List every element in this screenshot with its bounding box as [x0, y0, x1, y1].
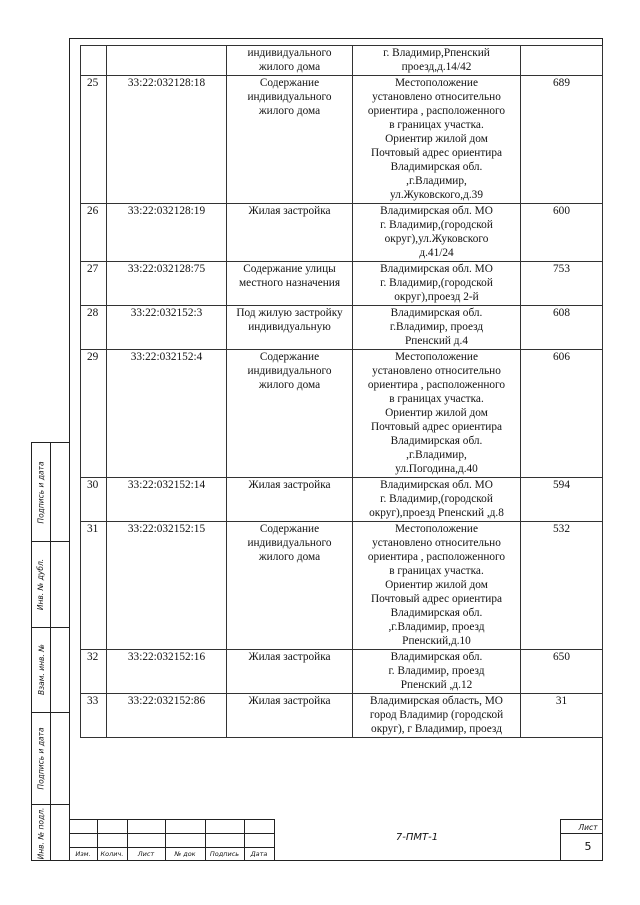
location-address: Местоположение установлено относительно ориентира , расположенного в границах участка. Ориентир жилой дом Почтовый адрес ориентира Владимирская обл. ,г.Владимир, проезд Рпенский,д.10 [353, 522, 521, 650]
location-address: Местоположение установлено относительно ориентира , расположенного в границах участка. Ориентир жилой дом Почтовый адрес ориентира Владимирская обл. ,г.Владимир, ул.Жуковского,д.39 [353, 76, 521, 204]
cadastral-number [107, 46, 227, 76]
area: 753 [521, 262, 603, 306]
cadastral-number: 33:22:032128:75 [107, 262, 227, 306]
row-number: 28 [81, 306, 107, 350]
title-block [69, 819, 603, 861]
location-address: Владимирская обл. г.Владимир, проезд Рпенский д.4 [353, 306, 521, 350]
row-number: 33 [81, 694, 107, 738]
location-address: Владимирская обл. МО г. Владимир,(городской округ),проезд 2-й [353, 262, 521, 306]
permitted-use: Жилая застройка [227, 694, 353, 738]
permitted-use: Жилая застройка [227, 204, 353, 262]
location-address: Местоположение установлено относительно ориентира , расположенного в границах участка. Ориентир жилой дом Почтовый адрес ориентира Владимирская обл. ,г.Владимир, ул.Погодина,д.40 [353, 350, 521, 478]
area: 606 [521, 350, 603, 478]
area: 689 [521, 76, 603, 204]
cadastral-number: 33:22:032128:18 [107, 76, 227, 204]
area: 31 [521, 694, 603, 738]
table-row [81, 350, 603, 478]
sheet-number: 5 [584, 840, 592, 853]
table-row [81, 694, 603, 738]
location-address: Владимирская область, МО город Владимир (городской округ), г Владимир, проезд [353, 694, 521, 738]
permitted-use: Жилая застройка [227, 650, 353, 694]
row-number: 27 [81, 262, 107, 306]
cadastral-number: 33:22:032128:19 [107, 204, 227, 262]
cadastral-number: 33:22:032152:4 [107, 350, 227, 478]
area: 600 [521, 204, 603, 262]
stamp-column-label: Дата [250, 850, 268, 858]
signature-date-label-2: Подпись и дата [36, 726, 46, 790]
row-number: 32 [81, 650, 107, 694]
stamp-column-label: Колич. [100, 850, 124, 858]
left-side-stamp [31, 442, 69, 861]
table-row [81, 76, 603, 204]
cadastral-number: 33:22:032152:14 [107, 478, 227, 522]
stamp-column-label: Изм. [75, 850, 91, 858]
signature-date-label: Подпись и дата [36, 460, 46, 524]
row-number [81, 46, 107, 76]
inv-dubl-label: Инв. № дубл. [36, 558, 46, 610]
location-address: Владимирская обл. МО г. Владимир,(городской округ),проезд Рпенский ,д.8 [353, 478, 521, 522]
permitted-use: Содержание индивидуального жилого дома [227, 522, 353, 650]
location-address: Владимирская обл. МО г. Владимир,(городской округ),ул.Жуковского д.41/24 [353, 204, 521, 262]
row-number: 31 [81, 522, 107, 650]
row-number: 26 [81, 204, 107, 262]
location-address: Владимирская обл. г. Владимир, проезд Рпенский ,д.12 [353, 650, 521, 694]
cadastral-number: 33:22:032152:15 [107, 522, 227, 650]
permitted-use: Содержание индивидуального жилого дома [227, 76, 353, 204]
table-row [81, 306, 603, 350]
permitted-use: Содержание улицы местного назначения [227, 262, 353, 306]
stamp-column-label: № док [174, 850, 196, 858]
row-number: 29 [81, 350, 107, 478]
area: 594 [521, 478, 603, 522]
permitted-use: Содержание индивидуального жилого дома [227, 350, 353, 478]
row-number: 30 [81, 478, 107, 522]
stamp-column-label: Лист [137, 850, 155, 858]
area: 532 [521, 522, 603, 650]
table-row [81, 522, 603, 650]
vzam-inv-label: Взам. инв. № [36, 644, 46, 695]
permitted-use: индивидуального жилого дома [227, 46, 353, 76]
permitted-use: Жилая застройка [227, 478, 353, 522]
document-code: 7-ПМТ-1 [395, 832, 439, 843]
table-row [81, 46, 603, 76]
table-row [81, 262, 603, 306]
row-number: 25 [81, 76, 107, 204]
area: 650 [521, 650, 603, 694]
cadastral-number: 33:22:032152:3 [107, 306, 227, 350]
table-row [81, 650, 603, 694]
sheet-label: Лист [578, 823, 598, 832]
cadastral-number: 33:22:032152:16 [107, 650, 227, 694]
area [521, 46, 603, 76]
land-plots-table [80, 45, 603, 738]
table-row [81, 478, 603, 522]
stamp-column-label: Подпись [209, 850, 240, 858]
permitted-use: Под жилую застройку индивидуальную [227, 306, 353, 350]
inv-podl-label: Инв. № подл. [36, 807, 46, 859]
table-row [81, 204, 603, 262]
area: 608 [521, 306, 603, 350]
cadastral-number: 33:22:032152:86 [107, 694, 227, 738]
location-address: г. Владимир,Рпенский проезд,д.14/42 [353, 46, 521, 76]
